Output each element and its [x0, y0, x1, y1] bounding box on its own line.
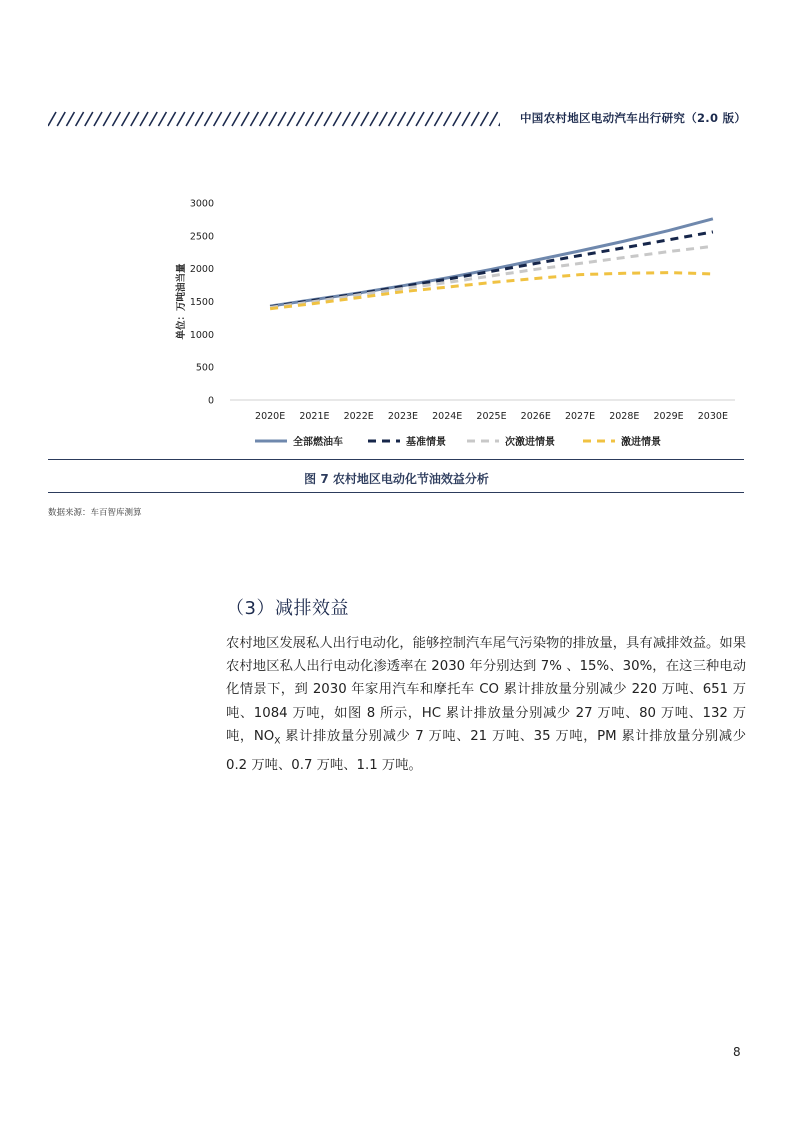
hatch-stripe: [260, 112, 268, 126]
hatch-stripe: [388, 112, 396, 126]
hatch-stripe: [287, 112, 295, 126]
legend-label: 全部燃油车: [293, 437, 343, 448]
hatch-stripe: [480, 112, 488, 126]
hatch-stripe: [379, 112, 387, 126]
legend-label: 基准情景: [406, 437, 446, 448]
x-tick-label: 2020E: [255, 411, 286, 422]
hatch-stripe: [407, 112, 415, 126]
hatch-stripe: [66, 112, 74, 126]
hatch-stripe: [85, 112, 93, 126]
hatch-stripe: [278, 112, 286, 126]
series-line-0: [270, 219, 713, 306]
y-tick-label: 0: [207, 395, 214, 407]
hatch-stripe: [214, 112, 222, 126]
running-header-title: 中国农村地区电动汽车出行研究（2.0 版）: [520, 111, 747, 125]
header-hatch-decoration: [48, 111, 500, 127]
figure-caption: 图 7 农村地区电动化节油效益分析: [304, 472, 489, 486]
y-tick-label: 500: [195, 362, 214, 374]
x-tick-label: 2022E: [343, 411, 374, 422]
hatch-stripe: [361, 112, 369, 126]
x-tick-label: 2030E: [697, 411, 728, 422]
section-heading: （3）减排效益: [226, 598, 349, 619]
x-tick-label: 2024E: [432, 411, 463, 422]
hatch-stripe: [122, 112, 130, 126]
x-tick-label: 2026E: [520, 411, 551, 422]
x-tick-label: 2021E: [299, 411, 330, 422]
y-tick-label: 1500: [189, 297, 214, 308]
hatch-stripe: [195, 112, 203, 126]
series-line-2: [270, 246, 713, 307]
hatch-stripe: [342, 112, 350, 126]
hatch-stripe: [490, 112, 498, 126]
x-tick-label: 2027E: [564, 411, 596, 422]
hatch-stripe: [352, 112, 360, 126]
section-body-paragraph: [226, 632, 746, 777]
hatch-stripe: [425, 112, 433, 126]
figure-bottom-rule: [48, 492, 744, 493]
hatch-stripe: [177, 112, 185, 126]
body-text-part-1: 农村地区发展私人出行电动化，能够控制汽车尾气污染物的排放量，具有减排效益。如果农村地区私人出行电动化渗透率在 2030 年分别达到 7% 、15%、30%，在这三种电动化情景下，到 2030 年家用汽车和摩托车 CO 累计排放量分别减少 220 万吨、651 万吨、1084 万吨，如图 8 所示，HC 累计排放量分别减少 27 万吨、80 万吨、132 万吨，: [226, 636, 746, 744]
hatch-stripe: [315, 112, 323, 126]
hatch-stripe: [306, 112, 314, 126]
hatch-stripe: [112, 112, 120, 126]
hatch-stripe: [158, 112, 166, 126]
y-axis-label: 单位：万吨油当量: [176, 263, 187, 340]
fuel-saving-line-chart: [160, 190, 760, 460]
legend-label: 次激进情景: [505, 437, 555, 448]
hatch-stripe: [269, 112, 277, 126]
legend-label: 激进情景: [621, 437, 661, 448]
hatch-stripe: [168, 112, 176, 126]
hatch-stripe: [444, 112, 452, 126]
hatch-stripe: [94, 112, 102, 126]
x-tick-label: 2023E: [387, 411, 419, 422]
hatch-stripe: [140, 112, 148, 126]
nox-symbol: NO: [253, 728, 275, 744]
hatch-stripe: [416, 112, 424, 126]
hatch-stripe: [499, 112, 500, 126]
hatch-stripe: [398, 112, 406, 126]
page-number: 8: [733, 1045, 741, 1059]
nox-subscript: X: [274, 736, 281, 747]
hatch-stripe: [223, 112, 231, 126]
data-source-note: 数据来源：车百智库测算: [48, 508, 142, 518]
hatch-stripe: [186, 112, 194, 126]
hatch-stripe: [241, 112, 249, 126]
x-tick-label: 2025E: [476, 411, 507, 422]
body-text-part-2: 累计排放量分别减少 7 万吨、21 万吨、35 万吨，PM 累计排放量分别减少 0.2 万吨、0.7 万吨、1.1 万吨。: [226, 728, 746, 773]
x-tick-label: 2029E: [653, 411, 684, 422]
y-tick-label: 1000: [189, 329, 214, 341]
x-tick-label: 2028E: [609, 411, 640, 422]
hatch-stripe: [434, 112, 442, 126]
hatch-stripe: [462, 112, 470, 126]
hatch-stripe: [131, 112, 139, 126]
hatch-stripe: [370, 112, 378, 126]
hatch-stripe: [324, 112, 332, 126]
hatch-stripe: [76, 112, 84, 126]
hatch-stripe: [232, 112, 240, 126]
figure-top-rule: [48, 459, 744, 460]
hatch-stripe: [204, 112, 212, 126]
hatch-stripe: [296, 112, 304, 126]
hatch-stripe: [250, 112, 258, 126]
hatch-stripe: [453, 112, 461, 126]
hatch-stripe: [103, 112, 111, 126]
hatch-stripe: [57, 112, 65, 126]
hatch-stripe: [149, 112, 157, 126]
y-tick-label: 3000: [189, 198, 214, 210]
series-line-3: [270, 273, 713, 309]
hatch-stripe: [471, 112, 479, 126]
y-tick-label: 2500: [189, 231, 214, 243]
hatch-stripe: [333, 112, 341, 126]
y-tick-label: 2000: [189, 264, 214, 276]
hatch-stripe: [48, 112, 56, 126]
